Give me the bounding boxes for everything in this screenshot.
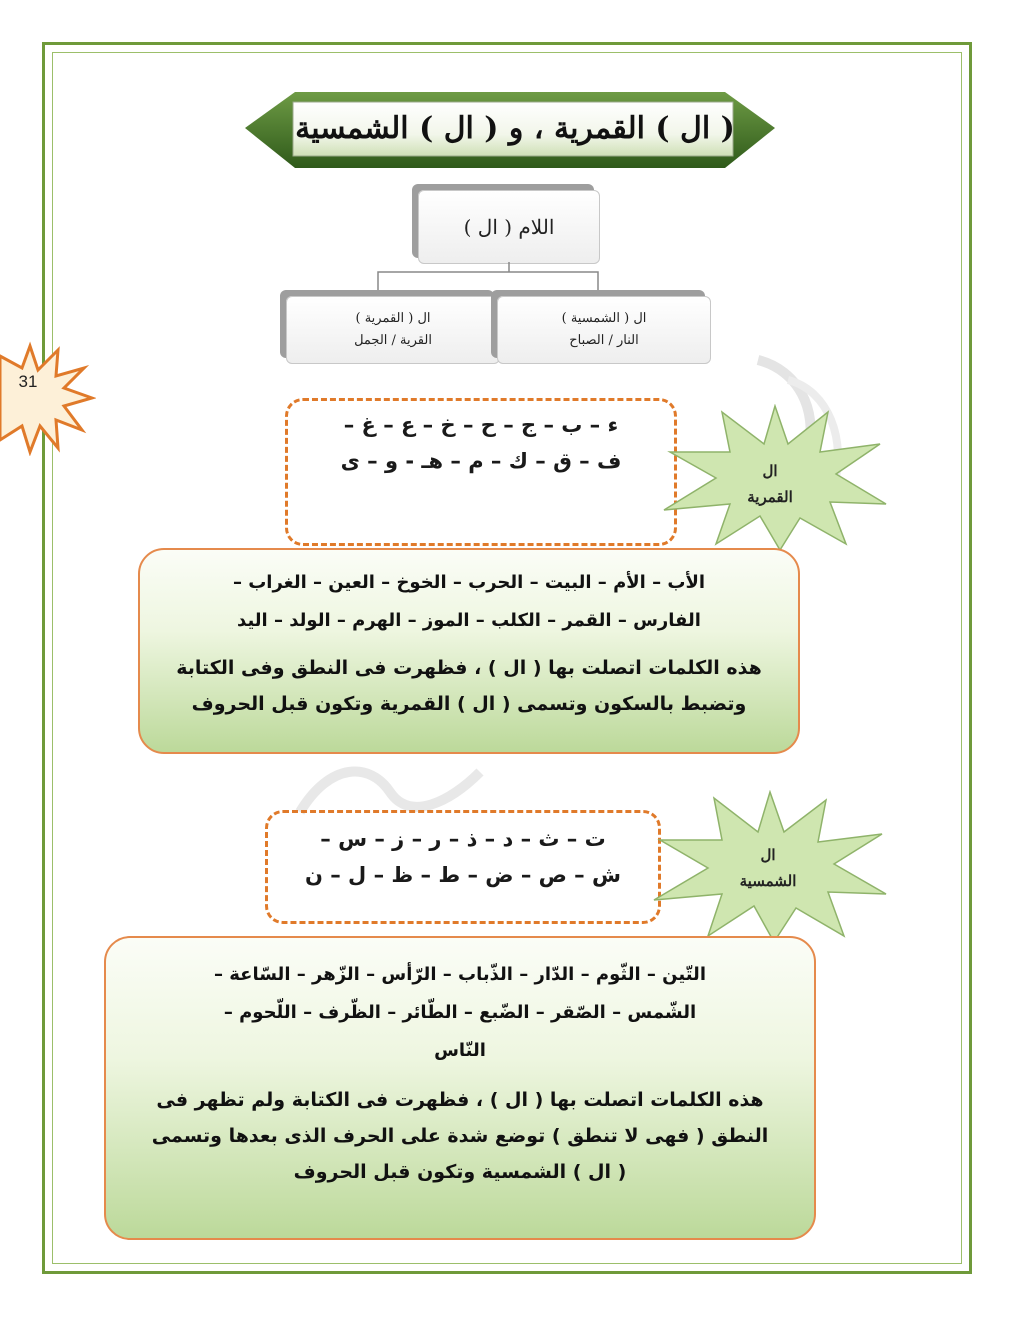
qamari-letters-line-2: ف – ق – ك – م – هـ - و – ى: [340, 449, 622, 473]
shamsi-note-line-2: النطق ( فهى لا تنطق ) توضع شدة على الحرف الذى بعدها وتسمى: [151, 1125, 769, 1147]
lam-root-box: [418, 190, 600, 264]
qamari-letters-line-1: ء – ب – ج – ح – خ – ع – غ –: [343, 413, 619, 437]
qamari-note-line-2: وتضبط بالسكون وتسمى ( ال ) القمرية وتكون قبل الحروف: [191, 693, 747, 715]
shamsi-badge: [698, 842, 838, 894]
shamsi-badge-line-2: الشمسية: [739, 872, 797, 890]
qamari-box: [286, 296, 500, 364]
shamsi-letters-box: [265, 810, 661, 924]
qamari-label: ال ( القمرية ): [355, 311, 431, 326]
shamsi-words-line-2: الشّمس – الصّقر – الضّبع – الطّائر – الظّرف – اللّحوم –: [223, 1002, 697, 1023]
page-number-burst-icon: [0, 340, 96, 456]
shamsi-letters-line-2: ش – ص – ض – ط – ظ – ل – ن: [305, 863, 621, 887]
page-number: 31: [18, 372, 38, 391]
shamsi-label: ال ( الشمسية ): [561, 311, 647, 326]
qamari-badge-line-1: ال: [762, 462, 778, 480]
qamari-words-line-2: الفارس – القمر – الكلب – الموز – الهرم – الولد – اليد: [237, 610, 701, 631]
shamsi-words-line-3: النّاس: [434, 1040, 486, 1061]
page-title: ( ال ) القمرية ، و ( ال ) الشمسية: [295, 110, 735, 146]
shamsi-letters-line-1: ت – ث – د – ذ – ر – ز – س –: [320, 827, 606, 851]
qamari-badge: [700, 458, 840, 510]
diagram-connector: [370, 262, 602, 298]
lam-root-label: اللام ( ال ): [463, 215, 555, 239]
qamari-note-line-1: هذه الكلمات اتصلت بها ( ال ) ، فظهرت فى النطق وفى الكتابة: [176, 657, 762, 679]
qamari-letters-box: [285, 398, 677, 546]
shamsi-words-line-1: التّين – الثّوم – الدّار – الذّباب – الرّأس – الزّهر – السّاعة –: [214, 964, 706, 985]
qamari-badge-line-2: القمرية: [747, 488, 793, 506]
shamsi-note-line-1: هذه الكلمات اتصلت بها ( ال ) ، فظهرت فى الكتابة ولم تظهر فى: [156, 1089, 764, 1111]
shamsi-examples: النار / الصباح: [569, 333, 639, 348]
qamari-explanation-box: [138, 548, 800, 754]
shamsi-box: [497, 296, 711, 364]
qamari-words-line-1: الأب – الأم – البيت – الحرب – الخوخ – العين – الغراب –: [232, 572, 706, 593]
shamsi-note-line-3: ( ال ) الشمسية وتكون قبل الحروف: [293, 1161, 627, 1183]
shamsi-badge-line-1: ال: [760, 846, 776, 864]
shamsi-explanation-box: [104, 936, 816, 1240]
qamari-examples: القرية / الجمل: [354, 333, 432, 348]
